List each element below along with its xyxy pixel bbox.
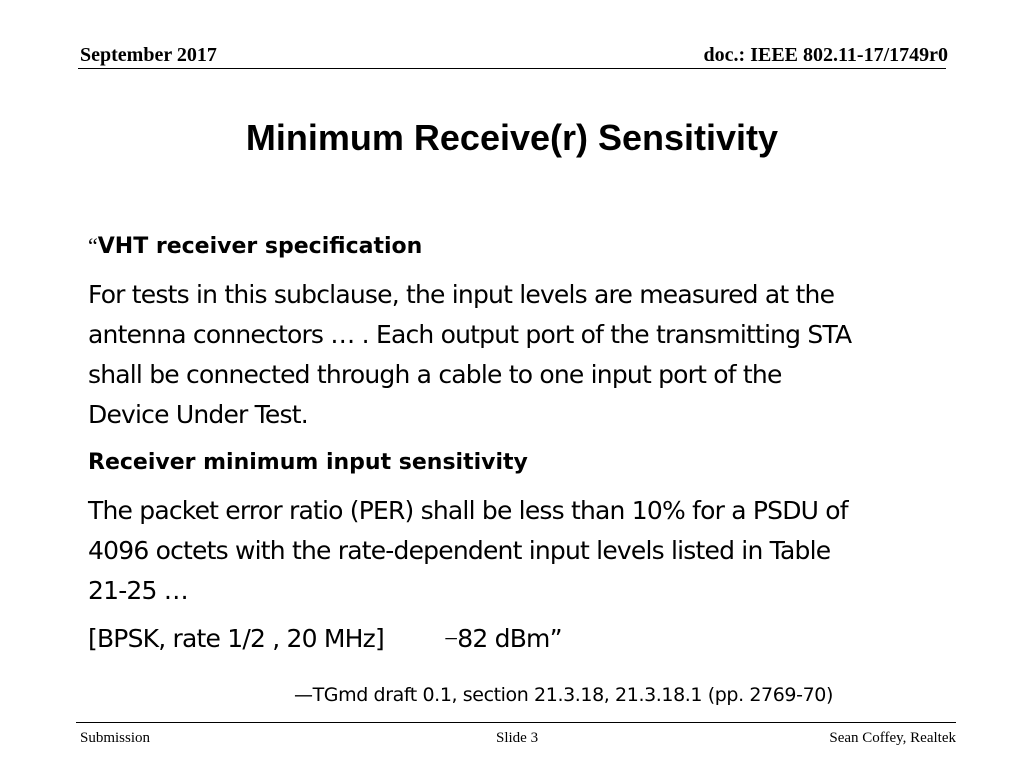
footer-slide-number: Slide 3 <box>496 730 539 746</box>
heading-vht-receiver-text: VHT receiver specification <box>97 234 423 259</box>
header-date: September 2017 <box>80 44 217 66</box>
slide-title: Minimum Receive(r) Sensitivity <box>245 117 779 158</box>
open-quote: “ <box>88 233 98 258</box>
spec-mode: [BPSK, rate 1/2 , 20 MHz] <box>88 624 384 653</box>
paragraph-line: 21-25 … <box>88 576 188 605</box>
source-citation: —TGmd draft 0.1, section 21.3.18, 21.3.18.1 (pp. 2769-70) <box>294 684 833 706</box>
heading-vht-receiver <box>88 226 988 267</box>
footer-rule <box>76 722 956 723</box>
slide-body <box>88 226 988 668</box>
spec-value: 82 dBm” <box>457 624 562 653</box>
footer-author: Sean Coffey, Realtek <box>829 730 956 746</box>
header-rule <box>78 68 946 69</box>
paragraph-test-setup <box>88 275 988 435</box>
paragraph-line: shall be connected through a cable to one input port of the <box>88 360 782 389</box>
header-doc-id: doc.: IEEE 802.11-17/1749r0 <box>703 44 948 66</box>
sensitivity-spec-line <box>88 619 988 660</box>
spec-minus-sign: − <box>443 626 458 653</box>
paragraph-line: For tests in this subclause, the input levels are measured at the <box>88 280 835 309</box>
footer-submission: Submission <box>80 730 151 746</box>
paragraph-line: Device Under Test. <box>88 400 308 429</box>
paragraph-line: 4096 octets with the rate-dependent input levels listed in Table <box>88 536 831 565</box>
heading-min-input-sensitivity: Receiver minimum input sensitivity <box>88 450 528 475</box>
paragraph-line: The packet error ratio (PER) shall be less than 10% for a PSDU of <box>88 496 848 525</box>
paragraph-per-requirement <box>88 491 988 611</box>
paragraph-line: antenna connectors … . Each output port of the transmitting STA <box>88 320 852 349</box>
